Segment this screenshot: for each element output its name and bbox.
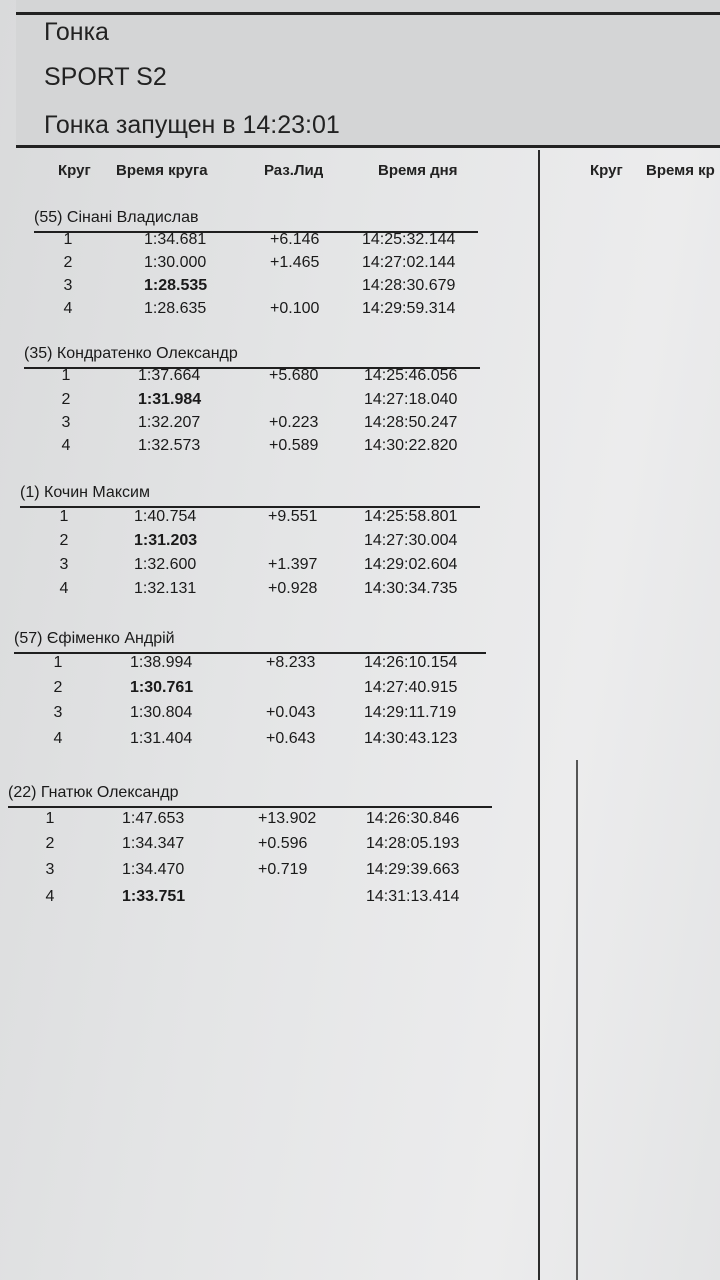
time-of-day: 14:28:50.247 xyxy=(364,414,458,431)
lap-time: 1:31.984 xyxy=(138,391,202,408)
time-of-day: 14:27:18.040 xyxy=(364,391,458,408)
gap-to-leader: +5.680 xyxy=(269,367,319,384)
lap-time: 1:34.681 xyxy=(144,231,207,248)
gap-to-leader: +0.596 xyxy=(258,835,308,852)
time-of-day: 14:29:59.314 xyxy=(362,300,456,317)
lap-number: 1 xyxy=(61,367,71,384)
gap-to-leader: +6.146 xyxy=(270,231,320,248)
lap-time: 1:31.203 xyxy=(134,532,198,549)
lap-time: 1:28.535 xyxy=(144,277,208,294)
rider-name: (57) Єфіменко Андрій xyxy=(14,630,175,647)
time-of-day: 14:26:10.154 xyxy=(364,654,458,671)
col-laptime-header-right: Время кр xyxy=(646,162,715,179)
header-band xyxy=(16,0,720,148)
lap-time: 1:32.207 xyxy=(138,414,201,431)
gap-to-leader: +0.643 xyxy=(266,730,316,747)
lap-time: 1:34.470 xyxy=(122,861,185,878)
page-edge-line xyxy=(576,760,578,1280)
time-of-day: 14:25:32.144 xyxy=(362,231,456,248)
lap-time: 1:31.404 xyxy=(130,730,193,747)
time-of-day: 14:28:30.679 xyxy=(362,277,456,294)
col-gap-header: Раз.Лид xyxy=(264,162,324,179)
rider-name: (55) Сінані Владислав xyxy=(34,209,199,226)
gap-to-leader: +8.233 xyxy=(266,654,316,671)
time-of-day: 14:26:30.846 xyxy=(366,810,460,827)
gap-to-leader: +0.100 xyxy=(270,300,320,317)
lap-number: 2 xyxy=(53,679,63,696)
time-of-day: 14:25:58.801 xyxy=(364,508,458,525)
lap-time: 1:40.754 xyxy=(134,508,197,525)
col-laptime-header: Время круга xyxy=(116,162,208,179)
time-of-day: 14:29:11.719 xyxy=(364,704,457,721)
rider-name: (22) Гнатюк Олександр xyxy=(8,784,179,801)
lap-number: 1 xyxy=(53,654,63,671)
col-timeofday-header: Время дня xyxy=(378,162,458,179)
lap-time: 1:32.573 xyxy=(138,437,201,454)
lap-time: 1:34.347 xyxy=(122,835,185,852)
race-class: SPORT S2 xyxy=(44,63,167,91)
lap-number: 1 xyxy=(45,810,55,827)
header-top-rule xyxy=(16,12,720,15)
gap-to-leader: +1.465 xyxy=(270,254,320,271)
lap-number: 3 xyxy=(53,704,63,721)
lap-number: 4 xyxy=(53,730,63,747)
time-of-day: 14:30:34.735 xyxy=(364,580,458,597)
gap-to-leader: +0.043 xyxy=(266,704,316,721)
gap-to-leader: +0.223 xyxy=(269,414,319,431)
gap-to-leader: +13.902 xyxy=(258,810,317,827)
lap-number: 2 xyxy=(63,254,73,271)
lap-number: 3 xyxy=(61,414,71,431)
lap-number: 4 xyxy=(45,888,55,905)
gap-to-leader: +1.397 xyxy=(268,556,318,573)
race-title: Гонка xyxy=(44,18,109,46)
lap-number: 1 xyxy=(59,508,69,525)
col-lap-header-right: Круг xyxy=(590,162,623,179)
time-of-day: 14:30:43.123 xyxy=(364,730,458,747)
lap-time: 1:30.761 xyxy=(130,679,194,696)
lap-time: 1:38.994 xyxy=(130,654,193,671)
lap-number: 1 xyxy=(63,231,73,248)
lap-time: 1:33.751 xyxy=(122,888,186,905)
lap-number: 3 xyxy=(63,277,73,294)
header-bottom-rule xyxy=(16,145,720,148)
race-start-time: Гонка запущен в 14:23:01 xyxy=(44,111,340,139)
rider-rule xyxy=(8,806,492,808)
lap-number: 3 xyxy=(45,861,55,878)
gap-to-leader: +0.719 xyxy=(258,861,308,878)
time-of-day: 14:31:13.414 xyxy=(366,888,460,905)
time-of-day: 14:29:39.663 xyxy=(366,861,460,878)
lap-number: 4 xyxy=(61,437,71,454)
lap-time: 1:47.653 xyxy=(122,810,185,827)
lap-number: 2 xyxy=(45,835,55,852)
rider-name: (1) Кочин Максим xyxy=(20,484,150,501)
lap-time: 1:37.664 xyxy=(138,367,201,384)
lap-number: 2 xyxy=(61,391,71,408)
gap-to-leader: +9.551 xyxy=(268,508,318,525)
lap-time: 1:28.635 xyxy=(144,300,207,317)
lap-time: 1:30.804 xyxy=(130,704,193,721)
rider-name: (35) Кондратенко Олександр xyxy=(24,345,238,362)
time-of-day: 14:25:46.056 xyxy=(364,367,458,384)
gap-to-leader: +0.928 xyxy=(268,580,318,597)
time-of-day: 14:30:22.820 xyxy=(364,437,458,454)
lap-number: 3 xyxy=(59,556,69,573)
gap-to-leader: +0.589 xyxy=(269,437,319,454)
time-of-day: 14:29:02.604 xyxy=(364,556,458,573)
lap-time: 1:32.600 xyxy=(134,556,197,573)
lap-number: 4 xyxy=(63,300,73,317)
time-of-day: 14:27:02.144 xyxy=(362,254,456,271)
lap-time: 1:30.000 xyxy=(144,254,207,271)
time-of-day: 14:27:30.004 xyxy=(364,532,458,549)
column-divider xyxy=(538,150,540,1280)
lap-time: 1:32.131 xyxy=(134,580,197,597)
time-of-day: 14:28:05.193 xyxy=(366,835,460,852)
col-lap-header: Круг xyxy=(58,162,91,179)
lap-number: 2 xyxy=(59,532,69,549)
lap-number: 4 xyxy=(59,580,69,597)
time-of-day: 14:27:40.915 xyxy=(364,679,458,696)
